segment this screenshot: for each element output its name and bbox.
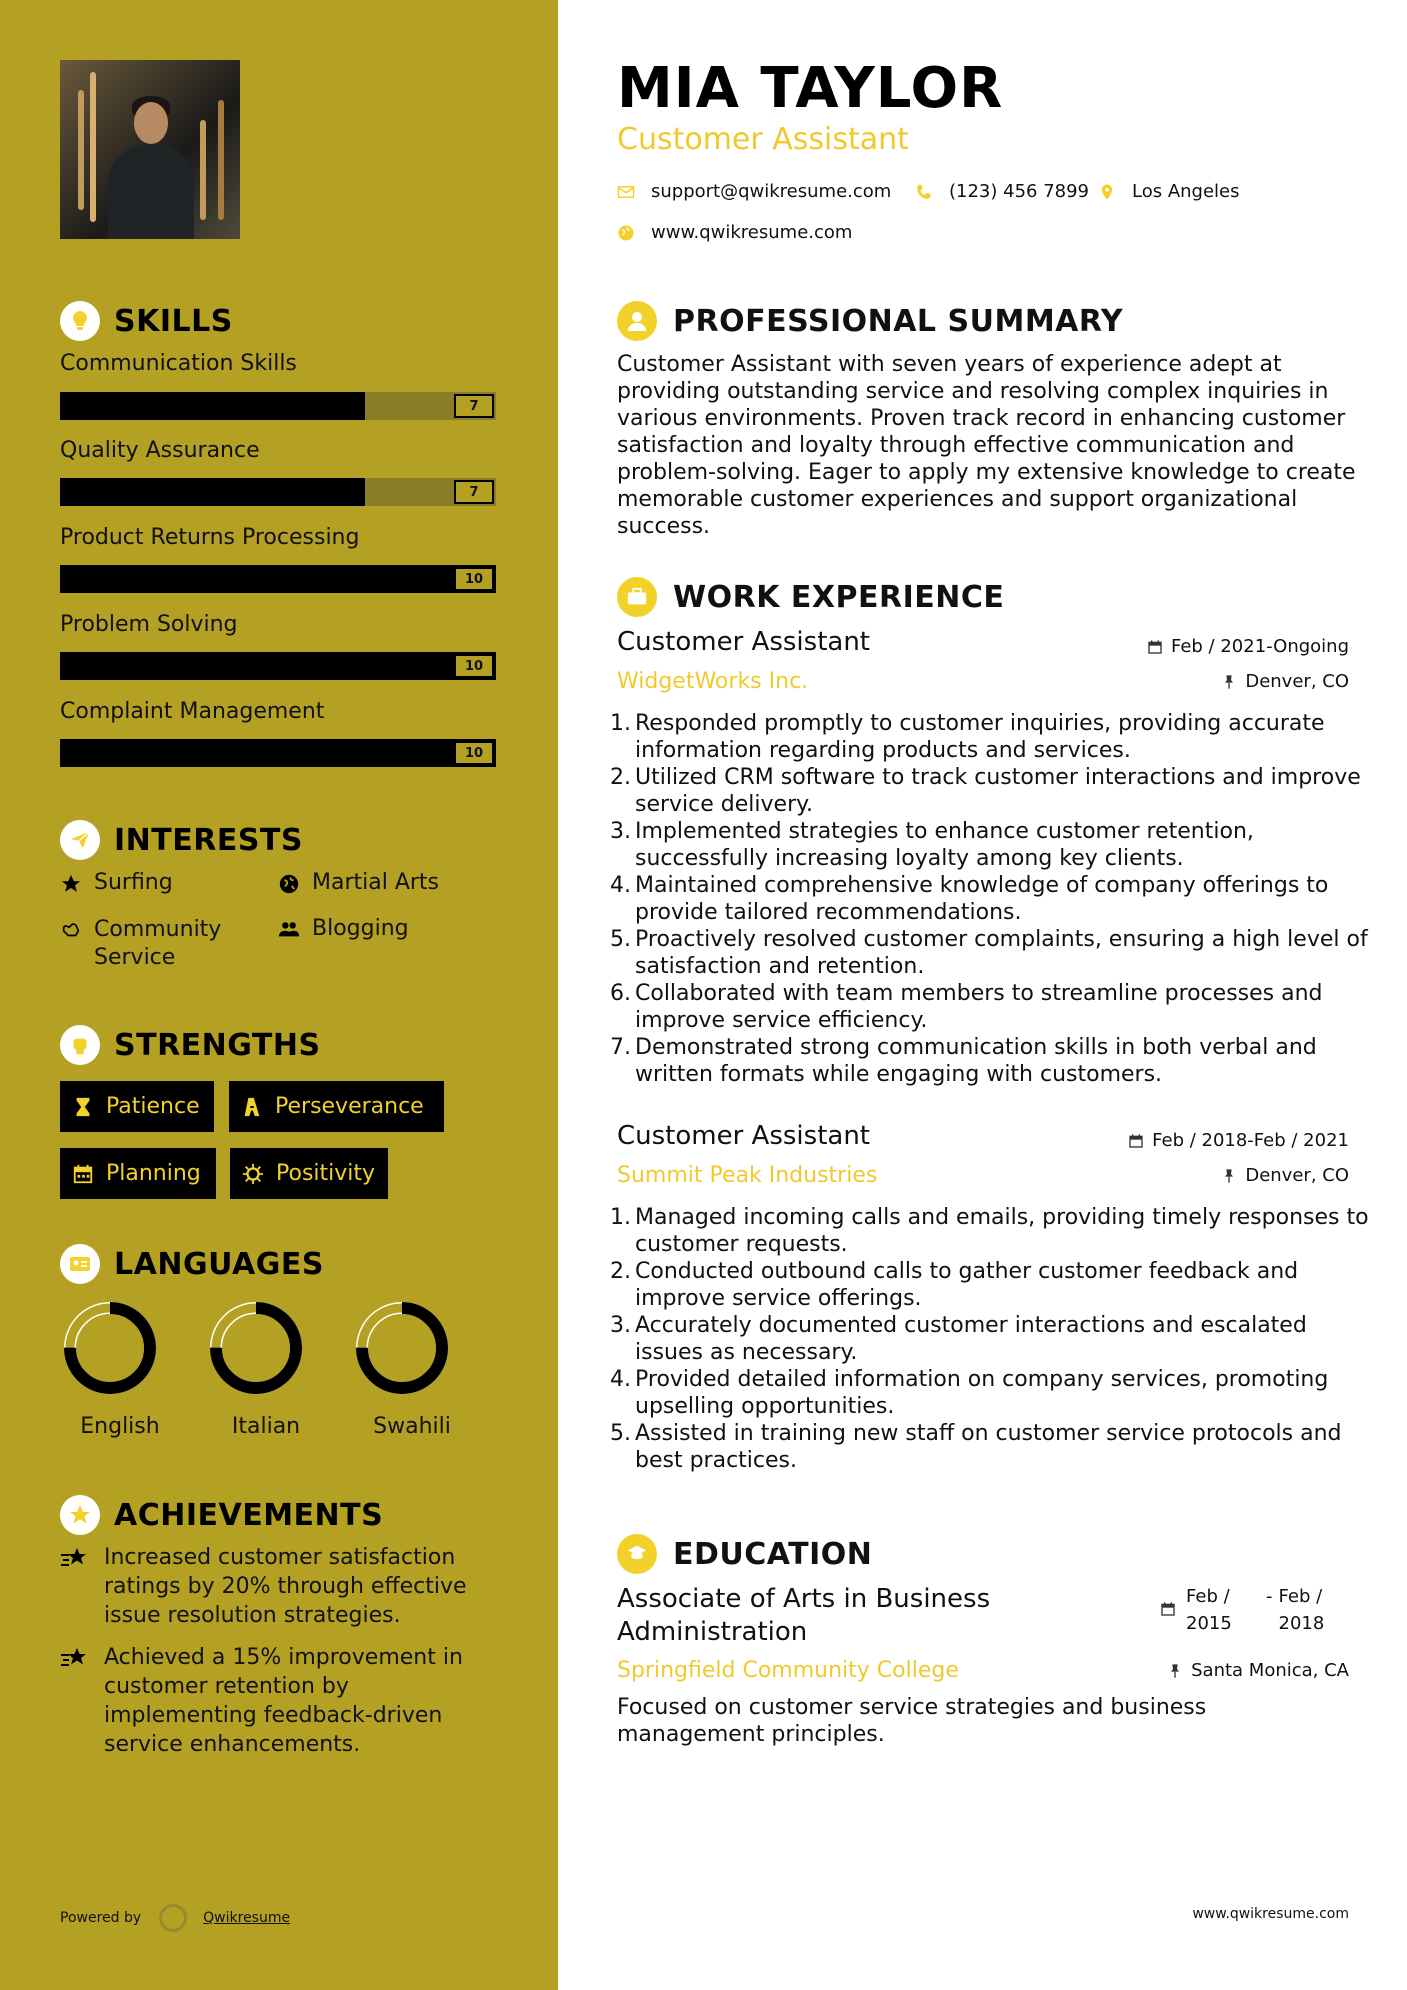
interest-label: Martial Arts: [312, 870, 440, 895]
skill-bar: [60, 652, 496, 680]
strength-badge: [230, 1148, 388, 1199]
job-bullet: 7. Demonstrated strong communication skills in both verbal and written formats while engaging with customers.: [610, 1035, 1317, 1087]
interest-label: Surfing: [94, 870, 173, 895]
candidate-role: Customer Assistant: [617, 122, 909, 157]
skill-label: Product Returns Processing: [60, 525, 360, 550]
skill-level: 7: [454, 394, 494, 418]
sun-icon: [242, 1163, 264, 1185]
calendar-icon: [1147, 639, 1163, 655]
skill-level: 10: [454, 567, 494, 591]
powered-by-label: Powered by: [60, 1910, 142, 1926]
contact-email[interactable]: [617, 181, 891, 202]
job-bullets: [610, 710, 1370, 1088]
hiking-icon: [241, 1096, 263, 1118]
skill-bar-fill: [60, 392, 365, 420]
language-label: Swahili: [373, 1414, 451, 1439]
globe-icon: [617, 224, 635, 242]
map-pin-icon: [1098, 183, 1116, 201]
skill-bar: [60, 739, 496, 767]
interest-label: Community Service: [94, 917, 222, 970]
id-card-icon: [60, 1244, 100, 1284]
job-bullets: [610, 1204, 1370, 1474]
job-location: [1221, 671, 1349, 692]
hourglass-icon: [72, 1096, 94, 1118]
degree-title: Associate of Arts in Business Administration: [617, 1584, 991, 1647]
strength-label: Planning: [106, 1161, 201, 1186]
hand-icon: [60, 919, 82, 941]
powered-by: [60, 1904, 290, 1932]
skill-label: Problem Solving: [60, 612, 238, 637]
job-bullet: 3. Accurately documented customer interactions and escalated issues as necessary.: [610, 1313, 1307, 1365]
skill-label: Complaint Management: [60, 699, 325, 724]
location-text: Los Angeles: [1132, 181, 1240, 202]
job-location: [1221, 1165, 1349, 1186]
section-title: LANGUAGES: [114, 1246, 324, 1282]
skill-bar: [60, 478, 496, 506]
job-bullet: 2. Conducted outbound calls to gather customer feedback and improve service offerings.: [610, 1259, 1299, 1311]
job-dates: [1128, 1130, 1349, 1151]
section-title: PROFESSIONAL SUMMARY: [673, 303, 1124, 339]
qwikresume-link[interactable]: Qwikresume: [203, 1910, 291, 1926]
contact-location: [1098, 181, 1240, 202]
job-bullet: 1. Responded promptly to customer inquiries, providing accurate information regarding products and services.: [610, 711, 1325, 763]
language-label: English: [80, 1414, 160, 1439]
section-title: EDUCATION: [673, 1536, 873, 1572]
dates-text: Feb / 2021-Ongoing: [1170, 636, 1349, 657]
date-separator: -: [1266, 1586, 1273, 1607]
section-title: ACHIEVEMENTS: [114, 1497, 384, 1533]
location-text: Santa Monica, CA: [1191, 1660, 1349, 1681]
education-dates: [1160, 1583, 1331, 1637]
job-title: Customer Assistant: [617, 627, 871, 657]
users-icon: [278, 919, 300, 941]
education-heading: [617, 1534, 872, 1574]
interest-item: [60, 870, 173, 895]
achievement-item: [60, 1643, 490, 1759]
envelope-icon: [617, 183, 635, 201]
pushpin-icon: [1167, 1663, 1183, 1679]
lightbulb-icon: [60, 301, 100, 341]
section-title: STRENGTHS: [114, 1027, 321, 1063]
achievements-heading: [60, 1495, 383, 1535]
job-bullet: 6. Collaborated with team members to streamline processes and improve service efficiency.: [610, 981, 1323, 1033]
summary-heading: [617, 301, 1123, 341]
email-text: support@qwikresume.com: [651, 181, 892, 202]
strengths-heading: [60, 1025, 321, 1065]
qwikresume-logo-icon: [159, 1904, 187, 1932]
education-location: [1167, 1660, 1349, 1681]
skill-label: Communication Skills: [60, 351, 297, 376]
skill-label: Quality Assurance: [60, 438, 260, 463]
calendar-icon: [1128, 1133, 1144, 1149]
interest-item: [278, 916, 409, 941]
job-dates: [1147, 636, 1349, 657]
calendar-icon: [72, 1163, 94, 1185]
job-title: Customer Assistant: [617, 1121, 871, 1151]
contact-website[interactable]: [617, 222, 852, 243]
briefcase-icon: [617, 577, 657, 617]
skill-bar: [60, 392, 496, 420]
education-description: Focused on customer service strategies and business management principles.: [617, 1695, 1207, 1747]
language-ring: [352, 1298, 452, 1398]
achievement-text: Achieved a 15% improvement in customer retention by implementing feedback-driven service enhancements.: [104, 1645, 463, 1757]
location-text: Denver, CO: [1245, 671, 1349, 692]
school-name: Springfield Community College: [617, 1658, 959, 1683]
skill-bar-fill: [60, 739, 496, 767]
language-ring: [206, 1298, 306, 1398]
profile-photo: [60, 60, 240, 239]
job-bullet: 5. Proactively resolved customer complaints, ensuring a high level of satisfaction and retention.: [610, 927, 1368, 979]
sidebar: [0, 0, 558, 1990]
summary-text: Customer Assistant with seven years of experience adept at providing outstanding service and resolving complex inquiries in various environments. Proven track record in enhancing customer satisfaction and loyalty through effective communication and problem-solving. Eager to apply my extensive knowledge to create memorable customer experiences and support organizational success.: [617, 352, 1356, 539]
job-bullet: 4. Maintained comprehensive knowledge of company offerings to provide tailored recommendations.: [610, 873, 1329, 925]
strength-badge: [60, 1081, 214, 1132]
pushpin-icon: [1221, 674, 1237, 690]
section-title: SKILLS: [114, 303, 233, 339]
website-text: www.qwikresume.com: [651, 222, 853, 243]
strength-label: Patience: [106, 1094, 200, 1119]
dates-text: Feb / 2018-Feb / 2021: [1152, 1130, 1349, 1151]
shooting-star-icon: [60, 1545, 90, 1571]
skill-level: 10: [454, 741, 494, 765]
strength-label: Positivity: [276, 1161, 376, 1186]
shooting-star-icon: [60, 1645, 90, 1671]
interest-item: [60, 916, 260, 972]
footer-url[interactable]: www.qwikresume.com: [1192, 1906, 1349, 1922]
strength-badge: [229, 1081, 444, 1132]
graduate-icon: [617, 1534, 657, 1574]
skill-bar-fill: [60, 565, 496, 593]
phone-icon: [915, 183, 933, 201]
job-bullet: 5. Assisted in training new staff on customer service protocols and best practices.: [610, 1421, 1342, 1473]
interest-label: Blogging: [312, 916, 409, 941]
education-start: Feb / 2015: [1186, 1586, 1232, 1634]
job-bullet: 3. Implemented strategies to enhance customer retention, successfully increasing loyalty among key clients.: [610, 819, 1254, 871]
location-text: Denver, CO: [1245, 1165, 1349, 1186]
section-title: INTERESTS: [114, 822, 303, 858]
interests-heading: [60, 820, 303, 860]
calendar-icon: [1160, 1601, 1176, 1617]
contact-phone[interactable]: [915, 181, 1089, 202]
star-icon: [60, 873, 82, 895]
skill-bar: [60, 565, 496, 593]
user-icon: [617, 301, 657, 341]
company-name: Summit Peak Industries: [617, 1163, 878, 1188]
pushpin-icon: [1221, 1168, 1237, 1184]
star-badge-icon: [60, 1495, 100, 1535]
languages-heading: [60, 1244, 324, 1284]
skill-level: 7: [454, 480, 494, 504]
candidate-name: MIA TAYLOR: [617, 56, 1004, 121]
interest-item: [278, 870, 439, 895]
skill-bar-fill: [60, 652, 496, 680]
achievement-item: [60, 1543, 490, 1630]
job-bullet: 2. Utilized CRM software to track customer interactions and improve service delivery.: [610, 765, 1361, 817]
skills-heading: [60, 301, 233, 341]
job-bullet: 1. Managed incoming calls and emails, providing timely responses to customer requests.: [610, 1205, 1369, 1257]
fist-icon: [60, 1025, 100, 1065]
language-ring: [60, 1298, 160, 1398]
paper-plane-icon: [60, 820, 100, 860]
skill-level: 10: [454, 654, 494, 678]
job-bullet: 4. Provided detailed information on company services, promoting upselling opportunities.: [610, 1367, 1329, 1419]
language-label: Italian: [231, 1414, 301, 1439]
achievement-text: Increased customer satisfaction ratings by 20% through effective issue resolution strategies.: [104, 1545, 467, 1628]
phone-text: (123) 456 7899: [949, 181, 1090, 202]
skill-bar-fill: [60, 478, 365, 506]
strength-badge: [60, 1148, 216, 1199]
section-title: WORK EXPERIENCE: [673, 579, 1005, 615]
education-end: Feb / 2018: [1278, 1586, 1325, 1634]
company-name: WidgetWorks Inc.: [617, 669, 809, 694]
strength-label: Perseverance: [275, 1094, 424, 1119]
globe-icon: [278, 873, 300, 895]
experience-heading: [617, 577, 1004, 617]
